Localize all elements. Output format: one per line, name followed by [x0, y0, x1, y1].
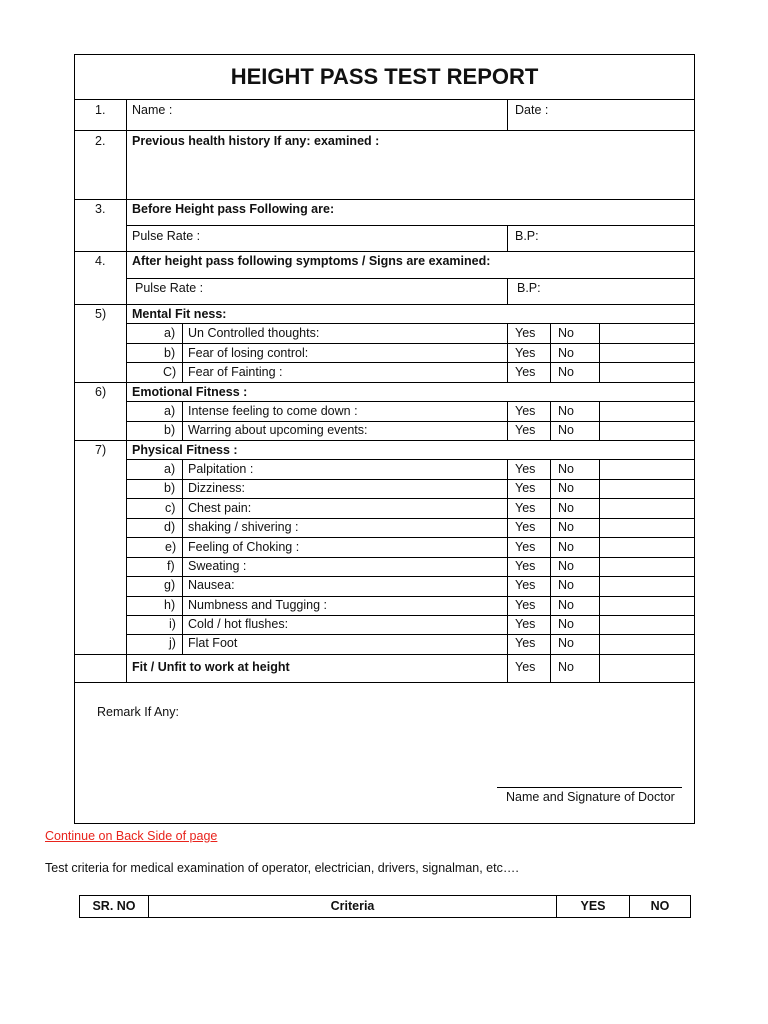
item-text: Un Controlled thoughts: — [188, 326, 320, 340]
item-letter: b) — [164, 481, 176, 495]
yes-option[interactable]: Yes — [515, 326, 536, 340]
no-option[interactable]: No — [558, 462, 574, 476]
no-option[interactable]: No — [558, 326, 574, 340]
no-option[interactable]: No — [558, 365, 574, 379]
item-letter: a) — [164, 404, 176, 418]
bp-after-label: B.P: — [517, 281, 541, 295]
fit-unfit-label: Fit / Unfit to work at height — [132, 660, 290, 674]
yes-option[interactable]: Yes — [515, 481, 536, 495]
yes-option[interactable]: Yes — [515, 346, 536, 360]
yes-option[interactable]: Yes — [515, 660, 536, 674]
criteria-table — [79, 895, 691, 918]
continue-note: Continue on Back Side of page — [45, 829, 218, 843]
bp-before-label: B.P: — [515, 229, 539, 243]
doctor-signature-label: Name and Signature of Doctor — [506, 790, 675, 804]
item-text: Feeling of Choking : — [188, 540, 300, 554]
item-letter: a) — [164, 462, 176, 476]
pulse-rate-after-label: Pulse Rate : — [135, 281, 204, 295]
item-text: Numbness and Tugging : — [188, 598, 327, 612]
item-letter: f) — [167, 559, 175, 573]
date-label: Date : — [515, 103, 549, 117]
item-letter: h) — [164, 598, 176, 612]
no-option[interactable]: No — [558, 520, 574, 534]
no-option[interactable]: No — [558, 598, 574, 612]
yes-option[interactable]: Yes — [515, 365, 536, 379]
item-letter: b) — [164, 346, 176, 360]
row4-number: 4. — [95, 254, 106, 268]
after-height-label: After height pass following symptoms / Signs are examined: — [132, 254, 491, 268]
emotional-fitness-label: Emotional Fitness : — [132, 385, 248, 399]
before-height-label: Before Height pass Following are: — [132, 202, 335, 216]
row2-number: 2. — [95, 134, 106, 148]
criteria-yes-header: YES — [557, 896, 630, 917]
no-option[interactable]: No — [558, 636, 574, 650]
criteria-description: Test criteria for medical examination of operator, electrician, drivers, signalman, etc…. — [45, 861, 519, 875]
yes-option[interactable]: Yes — [515, 501, 536, 515]
item-text: Nausea: — [188, 578, 235, 592]
yes-option[interactable]: Yes — [515, 423, 536, 437]
yes-option[interactable]: Yes — [515, 559, 536, 573]
health-history-label: Previous health history If any: examined : — [132, 134, 380, 148]
name-label: Name : — [132, 103, 173, 117]
no-option[interactable]: No — [558, 404, 574, 418]
criteria-no-header: NO — [650, 899, 670, 913]
yes-option[interactable]: Yes — [515, 598, 536, 612]
yes-option[interactable]: Yes — [515, 520, 536, 534]
page-title: HEIGHT PASS TEST REPORT — [75, 55, 694, 100]
item-text: Palpitation : — [188, 462, 254, 476]
no-option[interactable]: No — [558, 346, 574, 360]
item-letter: b) — [164, 423, 176, 437]
no-option[interactable]: No — [558, 578, 574, 592]
physical-fitness-label: Physical Fitness : — [132, 443, 238, 457]
item-letter: e) — [165, 540, 177, 554]
item-text: Intense feeling to come down : — [188, 404, 358, 418]
yes-option[interactable]: Yes — [515, 404, 536, 418]
item-letter: d) — [164, 520, 176, 534]
yes-option[interactable]: Yes — [515, 540, 536, 554]
item-letter: j) — [169, 636, 176, 650]
height-pass-form — [74, 54, 695, 824]
item-letter: c) — [165, 501, 176, 515]
item-letter: i) — [169, 617, 176, 631]
no-option[interactable]: No — [558, 423, 574, 437]
mental-fitness-label: Mental Fit ness: — [132, 307, 227, 321]
yes-option[interactable]: Yes — [515, 636, 536, 650]
item-text: Dizziness: — [188, 481, 245, 495]
signature-line — [497, 787, 682, 788]
no-option[interactable]: No — [558, 481, 574, 495]
section7-number: 7) — [95, 443, 107, 457]
item-text: shaking / shivering : — [188, 520, 299, 534]
yes-option[interactable]: Yes — [515, 578, 536, 592]
section6-number: 6) — [95, 385, 107, 399]
no-option[interactable]: No — [558, 501, 574, 515]
criteria-header: Criteria — [149, 896, 557, 917]
item-text: Chest pain: — [188, 501, 252, 515]
yes-option[interactable]: Yes — [515, 462, 536, 476]
criteria-sr-header: SR. NO — [80, 896, 149, 917]
no-option[interactable]: No — [558, 660, 574, 674]
item-text: Flat Foot — [188, 636, 238, 650]
item-letter: C) — [163, 365, 177, 379]
item-text: Sweating : — [188, 559, 247, 573]
yes-option[interactable]: Yes — [515, 617, 536, 631]
row1-number: 1. — [95, 103, 106, 117]
item-text: Fear of losing control: — [188, 346, 309, 360]
item-letter: g) — [164, 578, 176, 592]
item-text: Fear of Fainting : — [188, 365, 283, 379]
pulse-rate-before-label: Pulse Rate : — [132, 229, 201, 243]
no-option[interactable]: No — [558, 617, 574, 631]
row3-number: 3. — [95, 202, 106, 216]
item-text: Warring about upcoming events: — [188, 423, 368, 437]
no-option[interactable]: No — [558, 559, 574, 573]
item-text: Cold / hot flushes: — [188, 617, 289, 631]
remark-label: Remark If Any: — [97, 705, 179, 719]
item-letter: a) — [164, 326, 176, 340]
no-option[interactable]: No — [558, 540, 574, 554]
section5-number: 5) — [95, 307, 107, 321]
